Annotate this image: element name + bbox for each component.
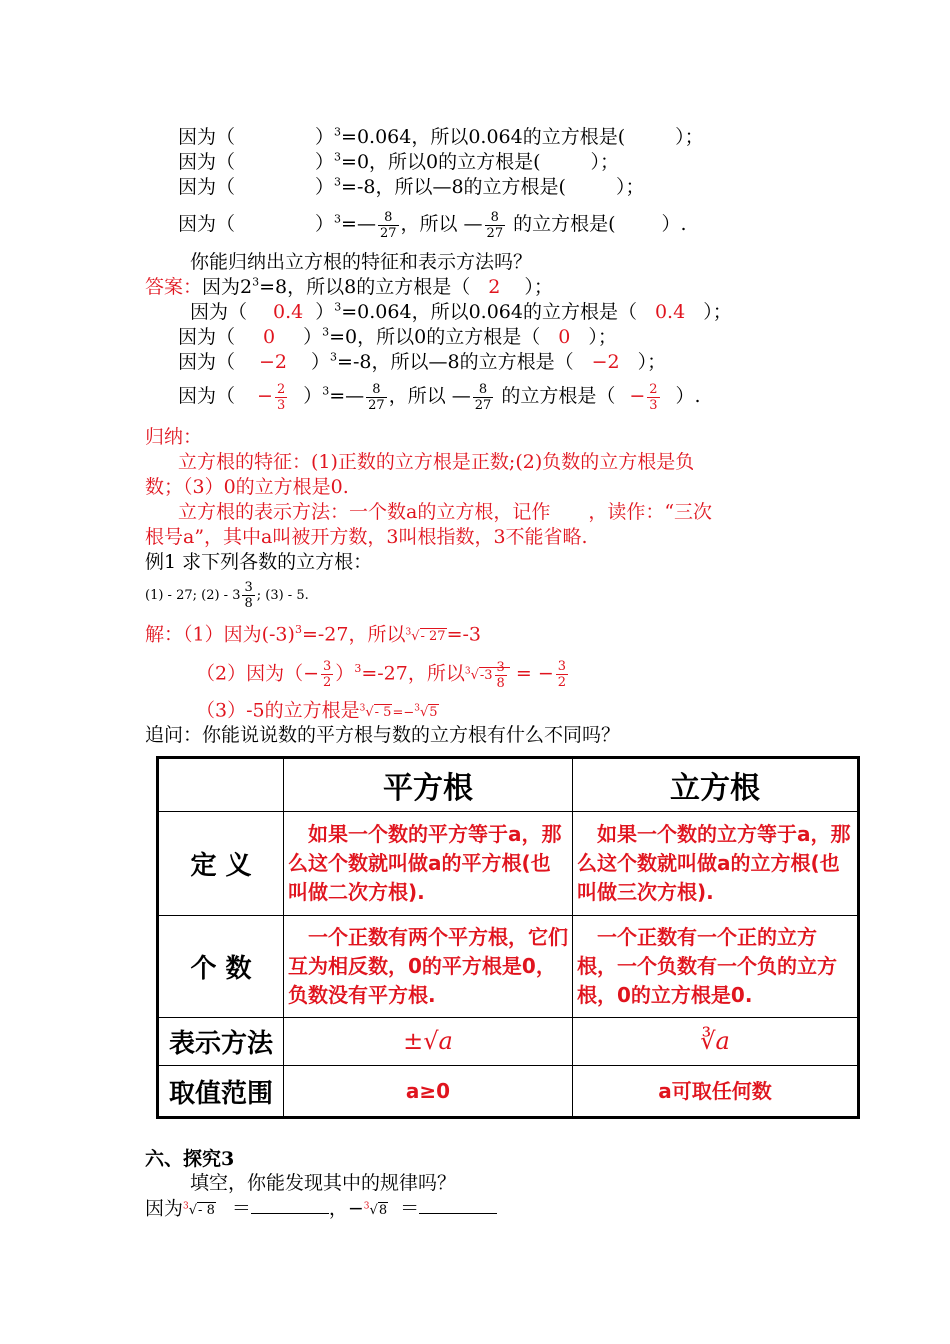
s2-text-a: （2）因为（− <box>196 662 320 685</box>
fraction-denominator: 2 <box>557 674 567 690</box>
a3-answer-value: −2 <box>259 351 288 373</box>
radicand: -3 $\frac{3}{8}$ <box>479 667 510 683</box>
q3-text-a: 因为（ <box>178 176 236 198</box>
header-cube-root: 立方根 <box>573 758 859 812</box>
fraction-denominator: 27 <box>379 225 397 241</box>
answer-line-0 <box>145 276 553 298</box>
exponent: 3 <box>334 150 342 164</box>
a4-text-f: ）. <box>675 385 701 407</box>
solution-line-1 <box>145 622 481 648</box>
fraction-3-2 <box>321 659 333 690</box>
cube-root-radical: $^3$√- 27 <box>405 628 446 645</box>
a1-answer-value: 0.4 <box>273 301 304 323</box>
exponent: 3 <box>252 275 260 289</box>
cube-root-range: a可取任何数 <box>573 1066 859 1118</box>
square-root-notation: ±√a <box>284 1018 573 1066</box>
q2-text-a: 因为（ <box>178 151 236 173</box>
fraction-numerator: 8 <box>473 382 494 398</box>
exponent: 3 <box>334 175 342 189</box>
header-square-root: 平方根 <box>284 758 573 812</box>
a2-answer-value: 0 <box>263 326 276 348</box>
s2-text-d: = − <box>509 662 554 685</box>
a0-answer-value: 2 <box>488 276 501 298</box>
square-root-definition: 如果一个数的平方等于a，那么这个数就叫做a的平方根(也叫做二次方根). <box>284 812 573 916</box>
cube-root-definition: 如果一个数的立方等于a，那么这个数就叫做a的立方根(也叫做三次方根). <box>573 812 859 916</box>
q1-text-c: =0.064，所以0.064的立方根是( <box>341 126 626 148</box>
answer-line-4 <box>178 376 701 416</box>
fraction-2-3 <box>647 382 659 413</box>
s1-text-b: =-27，所以 <box>301 623 406 646</box>
q3-text-d: ）； <box>615 176 645 198</box>
a4-text-b: ） <box>303 385 323 407</box>
solution-line-3 <box>196 698 439 724</box>
example-title: 例1 求下列各数的立方根： <box>145 551 373 573</box>
fill-text-a: 因为 <box>145 1197 184 1220</box>
fraction-2-3 <box>275 382 287 413</box>
fraction-numerator: 8 <box>378 210 399 226</box>
radicand: - 8 <box>198 1203 215 1219</box>
q3-text-c: =-8，所以—8的立方根是( <box>341 176 566 198</box>
radicand: 5 <box>429 705 438 721</box>
section-fill-line <box>145 1196 497 1222</box>
solution-label: 解： <box>145 623 184 646</box>
fraction-8-27 <box>366 382 387 413</box>
fraction-8-27 <box>378 210 399 241</box>
exponent: 3 <box>334 212 342 226</box>
q4-text-b: ） <box>315 213 335 235</box>
a3-answer-value-2: −2 <box>591 351 620 373</box>
q4-text-c: =— <box>341 213 376 235</box>
fraction-numerator: 3 <box>244 580 253 595</box>
cube-root-radical: $^3$√- 5 <box>359 704 392 721</box>
question-line-1 <box>178 126 704 148</box>
exponent: 3 <box>334 125 342 139</box>
fraction-3-8 <box>242 580 254 611</box>
fraction-3-2 <box>556 659 568 690</box>
radicand: - 27 <box>420 629 446 645</box>
fill-equals-1: ＝ <box>231 1197 251 1220</box>
fraction-numerator: 8 <box>366 382 387 398</box>
q3-text-b: ） <box>315 176 335 198</box>
summary-p2-line1: 立方根的表示方法：一个数a的立方根，记作 ，读作：“三次 <box>178 501 713 523</box>
a2-text-b: ） <box>303 326 323 348</box>
comparison-table <box>156 756 860 1119</box>
a3-text-c: =-8，所以—8的立方根是（ <box>337 351 574 373</box>
fraction-3-8 <box>495 660 507 691</box>
cube-root-radical: $^3$√5 <box>414 704 438 721</box>
section-prompt: 填空，你能发现其中的规律吗？ <box>190 1172 457 1194</box>
q4-text-f: ）. <box>661 213 687 235</box>
a4-neg-sign: − <box>629 385 646 407</box>
fraction-denominator: 27 <box>368 397 385 413</box>
radical-index: 3 <box>359 704 366 714</box>
a0-text-c: ）； <box>524 276 553 298</box>
fraction-8-27 <box>485 210 506 241</box>
exponent: 3 <box>322 384 330 398</box>
fill-equals-2: ＝ <box>400 1197 420 1220</box>
s2-text-b: ） <box>335 662 355 685</box>
radical-index: 3 <box>183 1202 189 1212</box>
a2-text-a: 因为（ <box>178 326 236 348</box>
fraction-denominator: 8 <box>244 596 253 611</box>
s3-text-a: （3）-5的立方根是 <box>196 699 360 722</box>
a1-text-b: ） <box>315 301 335 323</box>
fraction-denominator: 3 <box>276 397 286 413</box>
a3-text-b: ） <box>311 351 331 373</box>
q1-text-d: ）； <box>675 126 704 148</box>
example-items-a: (1) - 27; (2) - 3 <box>145 588 241 603</box>
answer-line-3 <box>178 351 666 373</box>
question-line-2 <box>178 151 619 173</box>
cube-root-radical: $^3$√- 8 <box>183 1202 215 1219</box>
section-title: 六、探究3 <box>145 1148 235 1170</box>
row-label-range: 取值范围 <box>158 1066 284 1118</box>
s2-text-c: =-27，所以 <box>361 662 465 685</box>
fraction-numerator: 2 <box>276 381 286 397</box>
exponent: 3 <box>322 325 330 339</box>
fill-text-b: ，− <box>328 1197 364 1220</box>
a0-text-a: 因为2 <box>202 276 253 298</box>
a4-neg-sign: − <box>257 385 273 407</box>
cube-root-notation: ∛a <box>573 1018 859 1066</box>
a4-text-d: ，所以 — <box>388 385 471 407</box>
exponent: 3 <box>334 300 342 314</box>
fraction-denominator: 2 <box>323 674 332 690</box>
row-label-notation: 表示方法 <box>158 1018 284 1066</box>
square-root-range: a≥0 <box>284 1066 573 1118</box>
a1-text-d: ）； <box>703 301 732 323</box>
a4-text-a: 因为（ <box>178 385 236 407</box>
radical-index: 3 <box>414 704 420 714</box>
fraction-numerator: 3 <box>323 658 332 674</box>
table-corner <box>158 758 284 812</box>
q2-text-c: =0，所以0的立方根是( <box>341 151 541 173</box>
answer-label: 答案： <box>145 276 203 298</box>
question-line-4 <box>178 204 687 244</box>
q4-text-e: 的立方根是( <box>507 213 616 235</box>
radical-index: 3 <box>363 1202 370 1212</box>
cube-root-radical: $^3$√-3 $\frac{3}{8}$ <box>465 668 510 683</box>
fill-blank-1[interactable] <box>251 1199 329 1214</box>
fraction-denominator: 8 <box>496 676 505 692</box>
q4-text-d: ，所以 — <box>400 213 483 235</box>
a2-text-d: ）； <box>588 326 617 348</box>
answer-line-1 <box>190 301 732 323</box>
a1-text-c: =0.064，所以0.064的立方根是（ <box>341 301 637 323</box>
s3-text-b: =− <box>392 705 415 721</box>
a3-text-d: ）； <box>637 351 667 373</box>
q1-text-b: ） <box>315 126 335 148</box>
fraction-numerator: 3 <box>496 660 505 676</box>
fraction-denominator: 27 <box>486 225 504 241</box>
s1-text-a: （1）因为(-3) <box>183 623 295 646</box>
a4-text-e: 的立方根是（ <box>495 385 616 407</box>
summary-p2-line2: 根号a”，其中a叫被开方数，3叫根指数，3不能省略. <box>145 526 588 548</box>
fraction-numerator: 3 <box>557 658 567 674</box>
summary-p1-line2: 数；（3）0的立方根是0. <box>145 476 349 498</box>
summary-title: 归纳： <box>145 426 203 448</box>
a4-text-c: =— <box>329 385 365 407</box>
q2-text-d: ）； <box>590 151 620 173</box>
a2-text-c: =0，所以0的立方根是（ <box>329 326 541 348</box>
followup-question: 追问：你能说说数的平方根与数的立方根有什么不同吗？ <box>145 724 621 746</box>
example-items <box>145 578 309 614</box>
radicand: 8 <box>378 1203 388 1219</box>
s1-text-c: =-3 <box>446 623 482 646</box>
fraction-numerator: 2 <box>649 381 658 397</box>
fraction-denominator: 27 <box>474 397 492 413</box>
a0-text-b: =8，所以8的立方根是（ <box>259 276 471 298</box>
row-label-definition: 定 义 <box>158 812 284 916</box>
question-prompt: 你能归纳出立方根的特征和表示方法吗？ <box>190 251 533 273</box>
question-line-3 <box>178 176 644 198</box>
exponent: 3 <box>294 623 302 636</box>
fill-blank-2[interactable] <box>419 1199 497 1214</box>
exponent: 3 <box>330 350 338 364</box>
row-label-count: 个 数 <box>158 916 284 1018</box>
fraction-numerator: 8 <box>485 210 506 226</box>
answer-line-2 <box>178 326 617 348</box>
square-root-count: 一个正数有两个平方根，它们互为相反数，0的平方根是0，负数没有平方根. <box>284 916 573 1018</box>
a3-text-a: 因为（ <box>178 351 236 373</box>
solution-line-2 <box>196 652 570 696</box>
a1-text-a: 因为（ <box>190 301 248 323</box>
radicand: - 5 <box>374 705 392 721</box>
radical-index: 3 <box>405 628 412 638</box>
q4-text-a: 因为（ <box>178 213 236 235</box>
cube-root-radical: $^3$√8 <box>363 1202 388 1219</box>
radical-index: 3 <box>464 667 471 677</box>
summary-p1-line1: 立方根的特征：(1)正数的立方根是正数;(2)负数的立方根是负 <box>178 451 695 473</box>
exponent: 3 <box>354 662 362 675</box>
q2-text-b: ） <box>315 151 335 173</box>
a2-answer-value-2: 0 <box>558 326 571 348</box>
example-items-b: ; (3) - 5. <box>256 588 309 603</box>
fraction-8-27 <box>473 382 494 413</box>
fraction-denominator: 3 <box>649 397 658 413</box>
a1-answer-value-2: 0.4 <box>654 301 686 323</box>
q1-text-a: 因为（ <box>178 126 236 148</box>
cube-root-count: 一个正数有一个正的立方根，一个负数有一个负的立方根，0的立方根是0. <box>573 916 859 1018</box>
